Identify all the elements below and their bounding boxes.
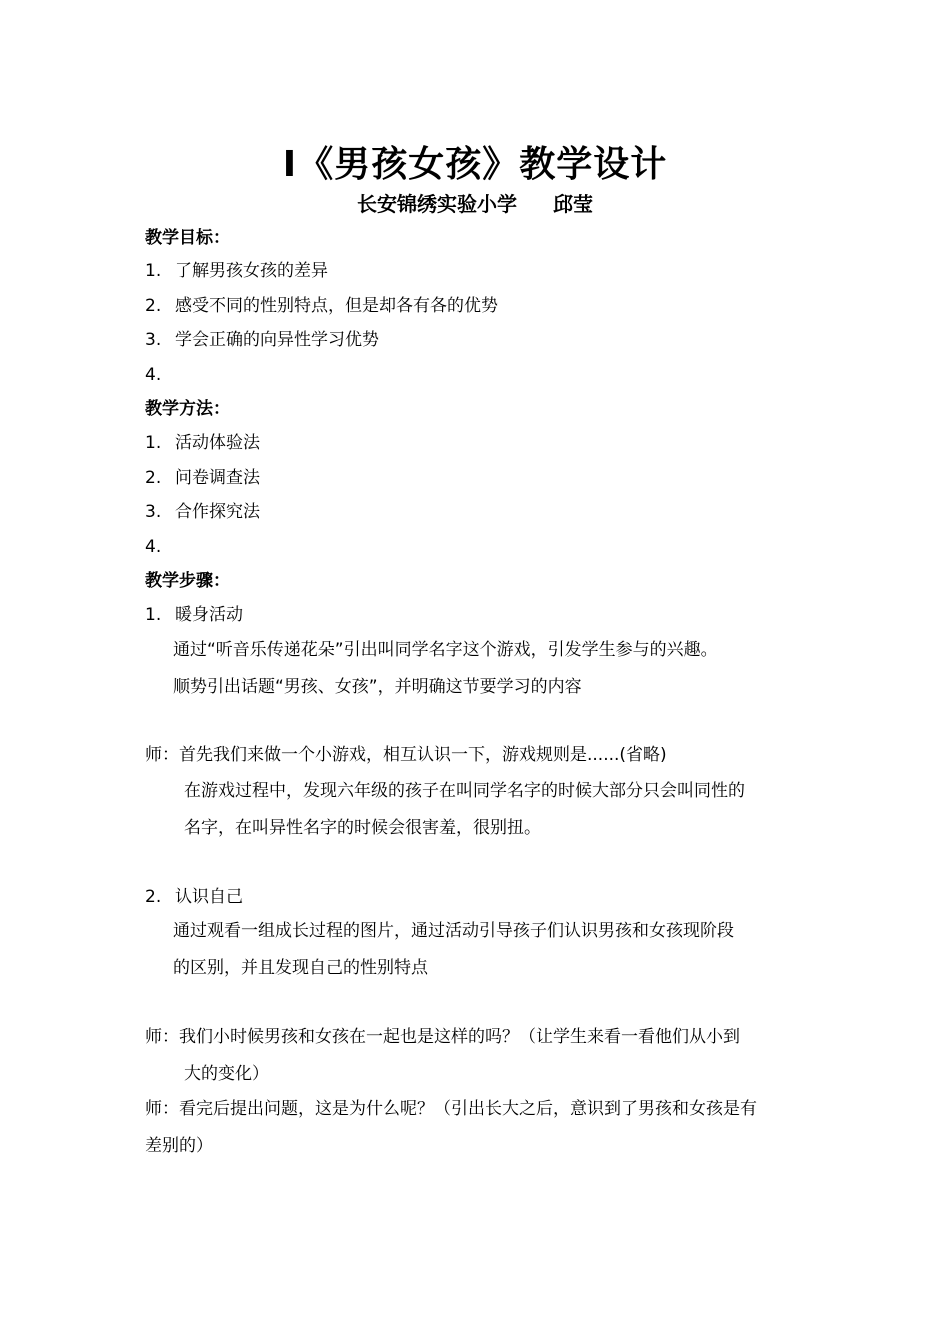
list-number: 3. [145, 502, 162, 522]
teacher-remark: 在游戏过程中，发现六年级的孩子在叫同学名字的时候大部分只会叫同性的 [184, 781, 745, 801]
step-title-text: 认识自己 [175, 887, 243, 907]
list-item [145, 466, 260, 490]
list-item [145, 259, 328, 283]
list-number: 2. [145, 468, 162, 488]
list-number: 2. [145, 296, 162, 316]
list-number: 1. [145, 605, 162, 625]
list-number: 1. [145, 261, 162, 281]
list-item [145, 363, 175, 387]
list-text: 感受不同的性别特点，但是却各有各的优势 [175, 296, 498, 316]
list-item [145, 431, 260, 455]
step-description: 通过“听音乐传递花朵”引出叫同学名字这个游戏，引发学生参与的兴趣。 [173, 640, 718, 660]
school-name: 长安锦绣实验小学 [357, 192, 517, 216]
teacher-remark: 师：看完后提出问题，这是为什么呢？（引出长大之后，意识到了男孩和女孩是有 [145, 1099, 757, 1119]
list-text: 问卷调查法 [175, 468, 260, 488]
document-title: I《男孩女孩》教学设计 [282, 144, 668, 185]
teacher-remark: 大的变化） [184, 1064, 269, 1084]
list-text: 活动体验法 [175, 433, 260, 453]
list-item [145, 535, 175, 559]
list-text: 合作探究法 [175, 502, 260, 522]
step-title [145, 885, 243, 909]
list-item [145, 328, 379, 352]
list-item [145, 294, 498, 318]
teacher-remark: 名字，在叫异性名字的时候会很害羞，很别扭。 [184, 818, 541, 838]
methods-heading: 教学方法： [145, 399, 230, 419]
teacher-remark: 师：首先我们来做一个小游戏，相互认识一下，游戏规则是......(省略) [145, 745, 667, 765]
step-title-text: 暖身活动 [175, 605, 243, 625]
list-number: 4. [145, 537, 162, 557]
steps-heading: 教学步骤： [145, 571, 230, 591]
list-number: 4. [145, 365, 162, 385]
teacher-remark: 师：我们小时候男孩和女孩在一起也是这样的吗？（让学生来看一看他们从小到 [145, 1027, 740, 1047]
list-text: 学会正确的向异性学习优势 [175, 330, 379, 350]
objectives-heading: 教学目标： [145, 228, 230, 248]
author-name: 邱莹 [553, 192, 593, 216]
list-number: 1. [145, 433, 162, 453]
step-description: 的区别，并且发现自己的性别特点 [173, 958, 428, 978]
list-text: 了解男孩女孩的差异 [175, 261, 328, 281]
list-number: 3. [145, 330, 162, 350]
document-byline [0, 188, 950, 217]
step-title [145, 603, 243, 627]
list-number: 2. [145, 887, 162, 907]
step-description: 顺势引出话题“男孩、女孩”，并明确这节要学习的内容 [173, 677, 582, 697]
list-item [145, 500, 260, 524]
teacher-remark: 差别的） [145, 1136, 213, 1156]
step-description: 通过观看一组成长过程的图片，通过活动引导孩子们认识男孩和女孩现阶段 [173, 921, 734, 941]
